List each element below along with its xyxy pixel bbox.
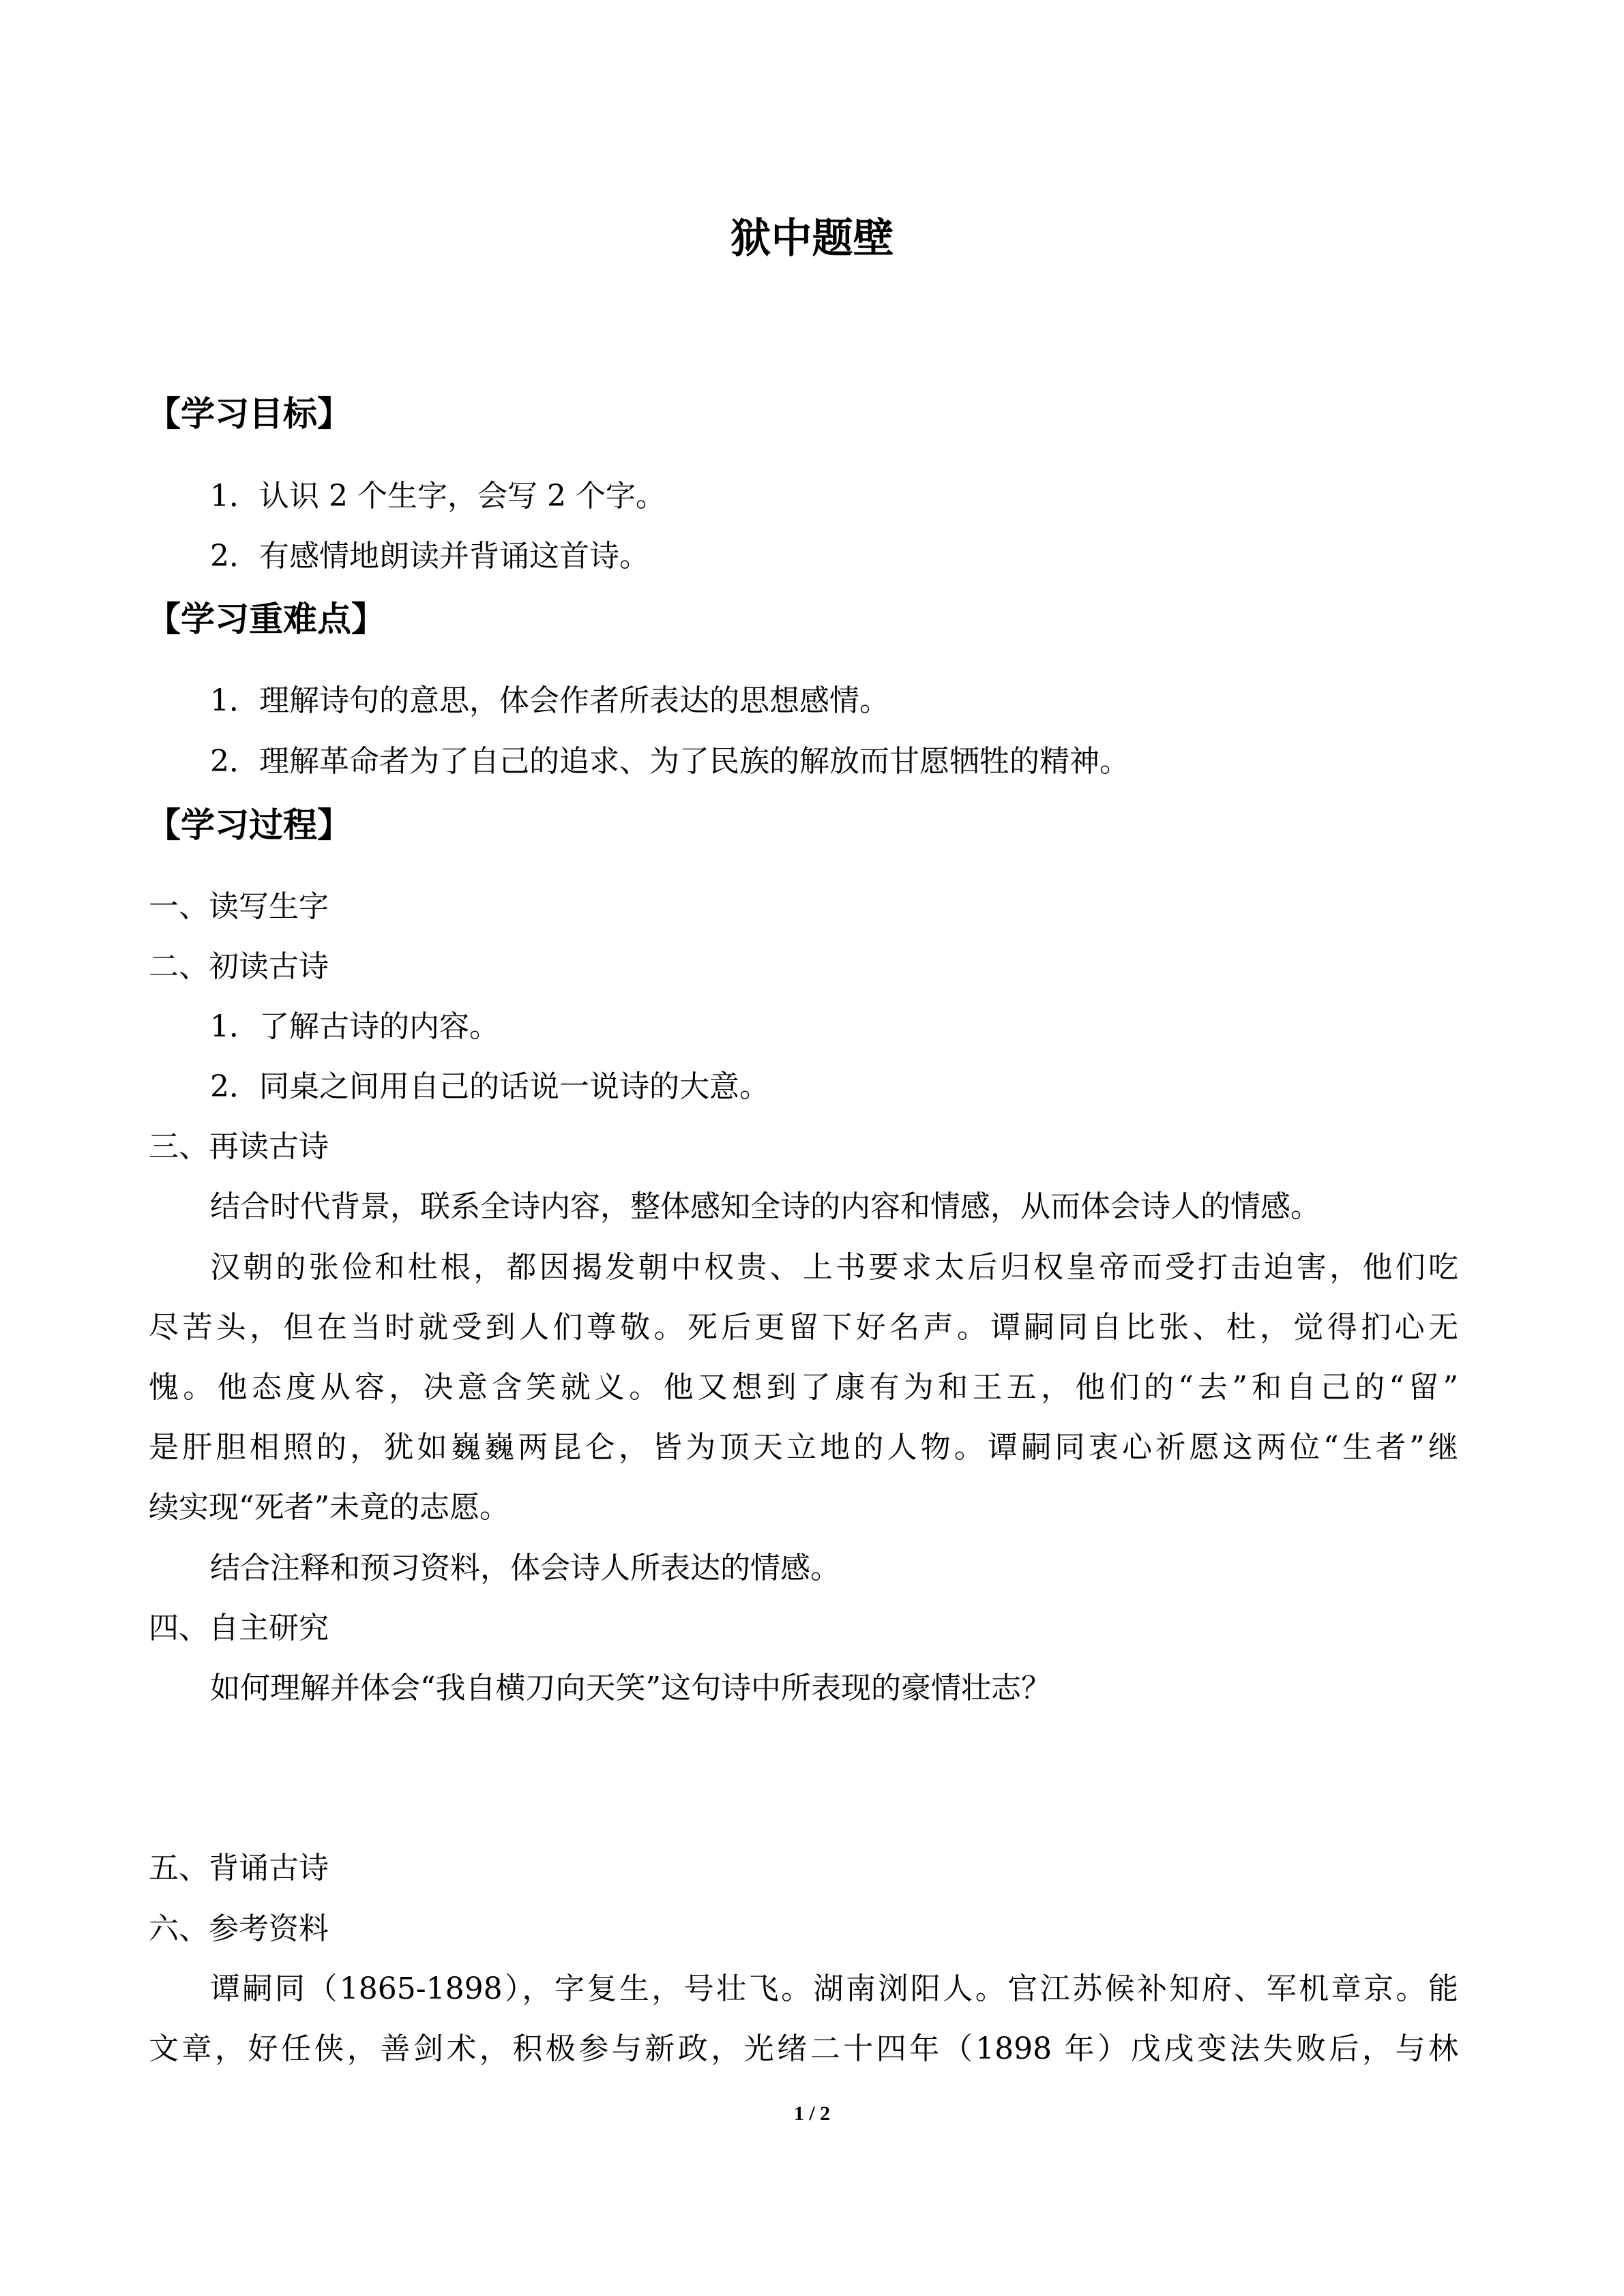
key-point-item: 1．理解诗句的意思，体会作者所表达的思想感情。 — [210, 683, 889, 718]
process-step-2-item: 1．了解古诗的内容。 — [210, 1009, 499, 1044]
reference-paragraph-line: 文章，好任侠，善剑术，积极参与新政，光绪二十四年（1898 年）戊戌变法失败后，与林 — [149, 2031, 1458, 2066]
process-step-2-item: 2．同桌之间用自己的话说一说诗的大意。 — [210, 1069, 769, 1104]
process-step-4-question: 如何理解并体会“我自横刀向天笑”这句诗中所表现的豪情壮志？ — [210, 1671, 1051, 1705]
process-step-2: 二、初读古诗 — [149, 949, 329, 984]
process-step-1: 一、读写生字 — [149, 889, 329, 924]
objective-item: 2．有感情地朗读并背诵这首诗。 — [210, 539, 649, 573]
process-step-3-paragraph-line: 尽苦头，但在当时就受到人们尊敬。死后更留下好名声。谭嗣同自比张、杜，觉得扪心无 — [149, 1310, 1458, 1345]
objective-item: 1．认识 2 个生字，会写 2 个字。 — [210, 479, 666, 513]
page-number: 1 / 2 — [793, 2102, 831, 2125]
page-title: 狱中题壁 — [730, 215, 894, 263]
process-step-3-paragraph-line: 愧。他态度从容，决意含笑就义。他又想到了康有为和王五，他们的“去”和自己的“留” — [149, 1370, 1458, 1405]
process-step-3-paragraph-line: 汉朝的张俭和杜根，都因揭发朝中权贵、上书要求太后归权皇帝而受打击迫害，他们吃 — [210, 1250, 1458, 1285]
reference-paragraph-line: 谭嗣同（1865-1898），字复生，号壮飞。湖南浏阳人。官江苏候补知府、军机章京。能 — [210, 1971, 1458, 2006]
process-step-6: 六、参考资料 — [149, 1911, 329, 1946]
process-step-3-paragraph: 结合注释和预习资料，体会诗人所表达的情感。 — [210, 1551, 840, 1585]
process-step-5: 五、背诵古诗 — [149, 1851, 329, 1885]
process-step-3-paragraph-line: 续实现“死者”未竟的志愿。 — [149, 1490, 510, 1525]
section-heading-process: 【学习过程】 — [147, 805, 351, 845]
key-point-item: 2．理解革命者为了自己的追求、为了民族的解放而甘愿牺牲的精神。 — [210, 744, 1130, 779]
process-step-3: 三、再读古诗 — [149, 1129, 329, 1164]
process-step-4: 四、自主研究 — [149, 1611, 329, 1645]
section-heading-objectives: 【学习目标】 — [147, 394, 351, 434]
section-heading-key-points: 【学习重难点】 — [147, 599, 385, 639]
process-step-3-paragraph-line: 是肝胆相照的，犹如巍巍两昆仑，皆为顶天立地的人物。谭嗣同衷心祈愿这两位“生者”继 — [149, 1430, 1458, 1465]
process-step-3-paragraph: 结合时代背景，联系全诗内容，整体感知全诗的内容和情感，从而体会诗人的情感。 — [210, 1189, 1320, 1224]
